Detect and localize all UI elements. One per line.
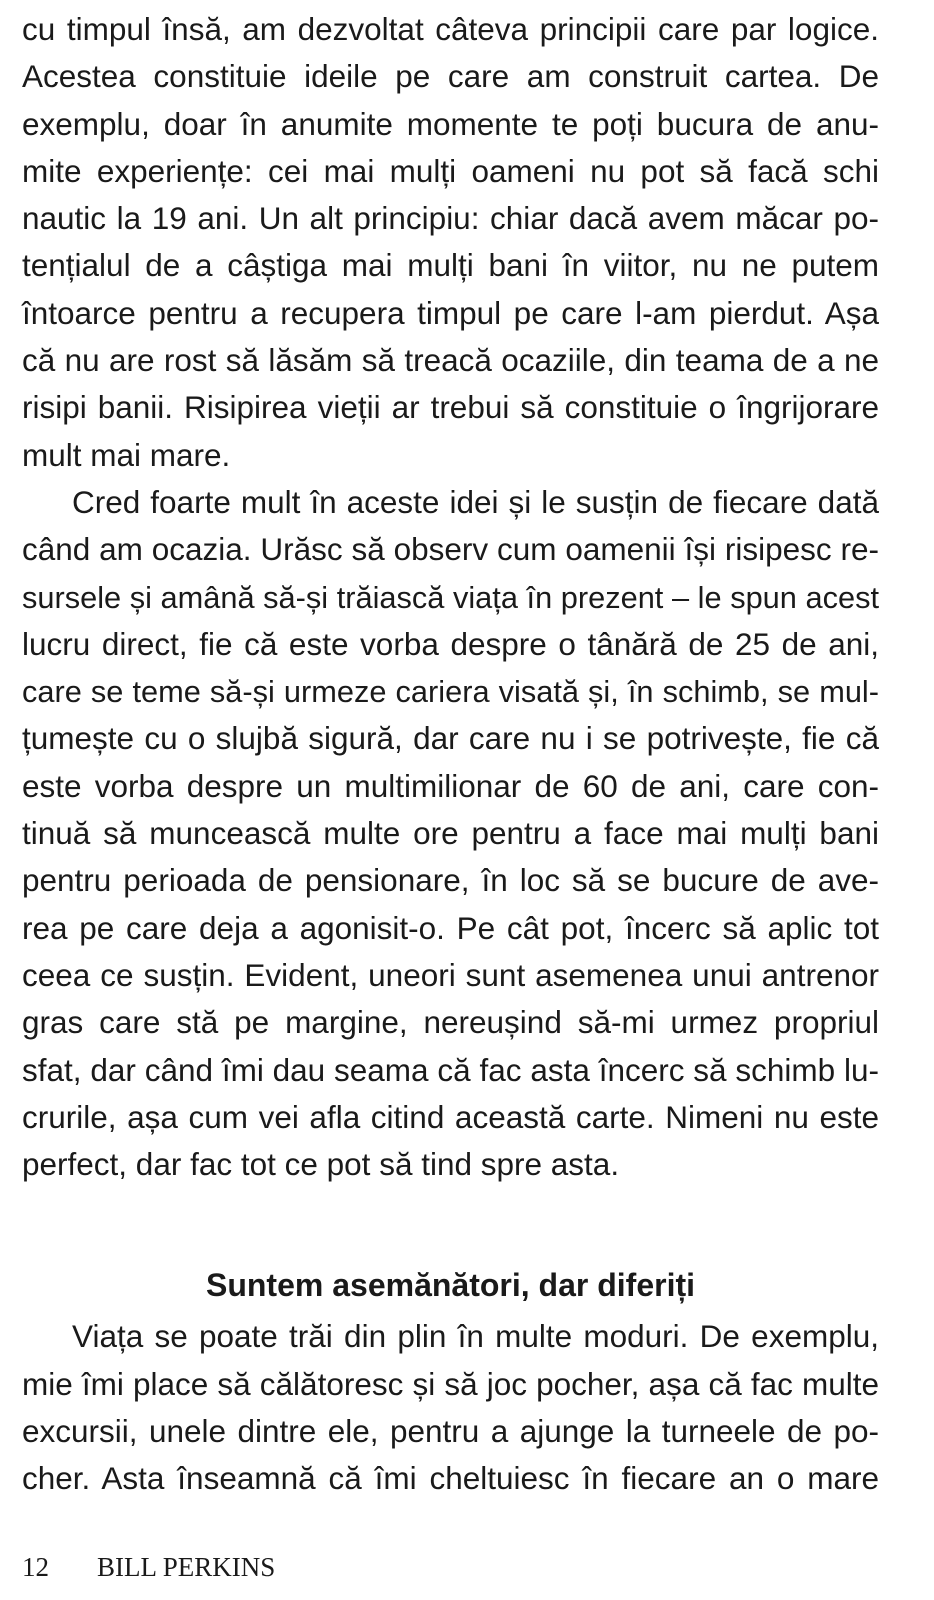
section-heading: Suntem asemănători, dar diferiți xyxy=(205,1267,695,1304)
text-line: sfat, dar când îmi dau seama că fac asta încerc să schimb lu- xyxy=(22,1051,879,1088)
text-line: mult mai mare. xyxy=(22,436,231,473)
text-line: că nu are rost să lăsăm să treacă ocaziile, din teama de a ne xyxy=(22,342,879,379)
text-line: mie îmi place să călătoresc și să joc pocher, așa că fac multe xyxy=(22,1365,879,1402)
text-line: nautic la 19 ani. Un alt principiu: chiar dacă avem măcar po- xyxy=(22,200,879,237)
text-line: excursii, unele dintre ele, pentru a ajunge la turneele de po- xyxy=(22,1413,879,1450)
text-line: cu timpul însă, am dezvoltat câteva principii care par logice. xyxy=(22,11,879,47)
book-page xyxy=(22,6,879,1503)
text-line: pentru perioada de pensionare, în loc să se bucure de ave- xyxy=(22,862,879,899)
text-line: Viața se poate trăi din plin în multe moduri. De exemplu, xyxy=(72,1318,879,1355)
text-line: tențialul de a câștiga mai mulți bani în viitor, nu ne putem xyxy=(22,247,879,284)
page-footer xyxy=(22,1551,275,1583)
text-line: ceea ce susțin. Evident, uneori sunt asemenea unui antrenor xyxy=(22,956,879,993)
text-line: crurile, așa cum vei afla citind această carte. Nimeni nu este xyxy=(22,1098,879,1135)
paragraph-1 xyxy=(22,6,879,479)
text-line: tinuă să muncească multe ore pentru a face mai mulți bani xyxy=(22,815,879,852)
text-line: cher. Asta înseamnă că îmi cheltuiesc în fiecare an o mare xyxy=(22,1460,879,1497)
text-line: Cred foarte mult în aceste idei și le susțin de fiecare dată xyxy=(72,483,879,520)
text-line: exemplu, doar în anumite momente te poți bucura de anu- xyxy=(22,105,879,142)
text-line: risipi banii. Risipirea vieții ar trebui să constituie o îngrijorare xyxy=(22,389,879,426)
paragraph-2 xyxy=(22,479,879,1188)
text-line: gras care stă pe margine, nereușind să-mi urmez propriul xyxy=(22,1004,879,1041)
text-line: Acestea constituie ideile pe care am construit cartea. De xyxy=(22,58,879,95)
text-line: întoarce pentru a recupera timpul pe care l-am pierdut. Așa xyxy=(22,294,879,331)
text-line: lucru direct, fie că este vorba despre o tânără de 25 de ani, xyxy=(22,625,879,662)
text-line: mite experiențe: cei mai mulți oameni nu pot să facă schi xyxy=(22,152,879,189)
text-line: este vorba despre un multimilionar de 60 de ani, care con- xyxy=(22,767,879,804)
text-line: care se teme să-și urmeze cariera visată și, în schimb, se mul- xyxy=(22,674,879,710)
text-line: rea pe care deja a agonisit-o. Pe cât pot, încerc să aplic tot xyxy=(22,909,879,946)
paragraph-3 xyxy=(22,1313,879,1502)
text-line: perfect, dar fac tot ce pot să tind spre asta. xyxy=(22,1146,620,1183)
running-head: BILL PERKINS xyxy=(97,1552,276,1582)
page-number: 12 xyxy=(22,1552,49,1582)
text-line: când am ocazia. Urăsc să observ cum oamenii își risipesc re- xyxy=(22,531,879,568)
text-line: sursele și amână să-și trăiască viața în prezent – le spun acest xyxy=(22,579,879,615)
text-line: țumește cu o slujbă sigură, dar care nu i se potrivește, fie că xyxy=(22,720,879,757)
